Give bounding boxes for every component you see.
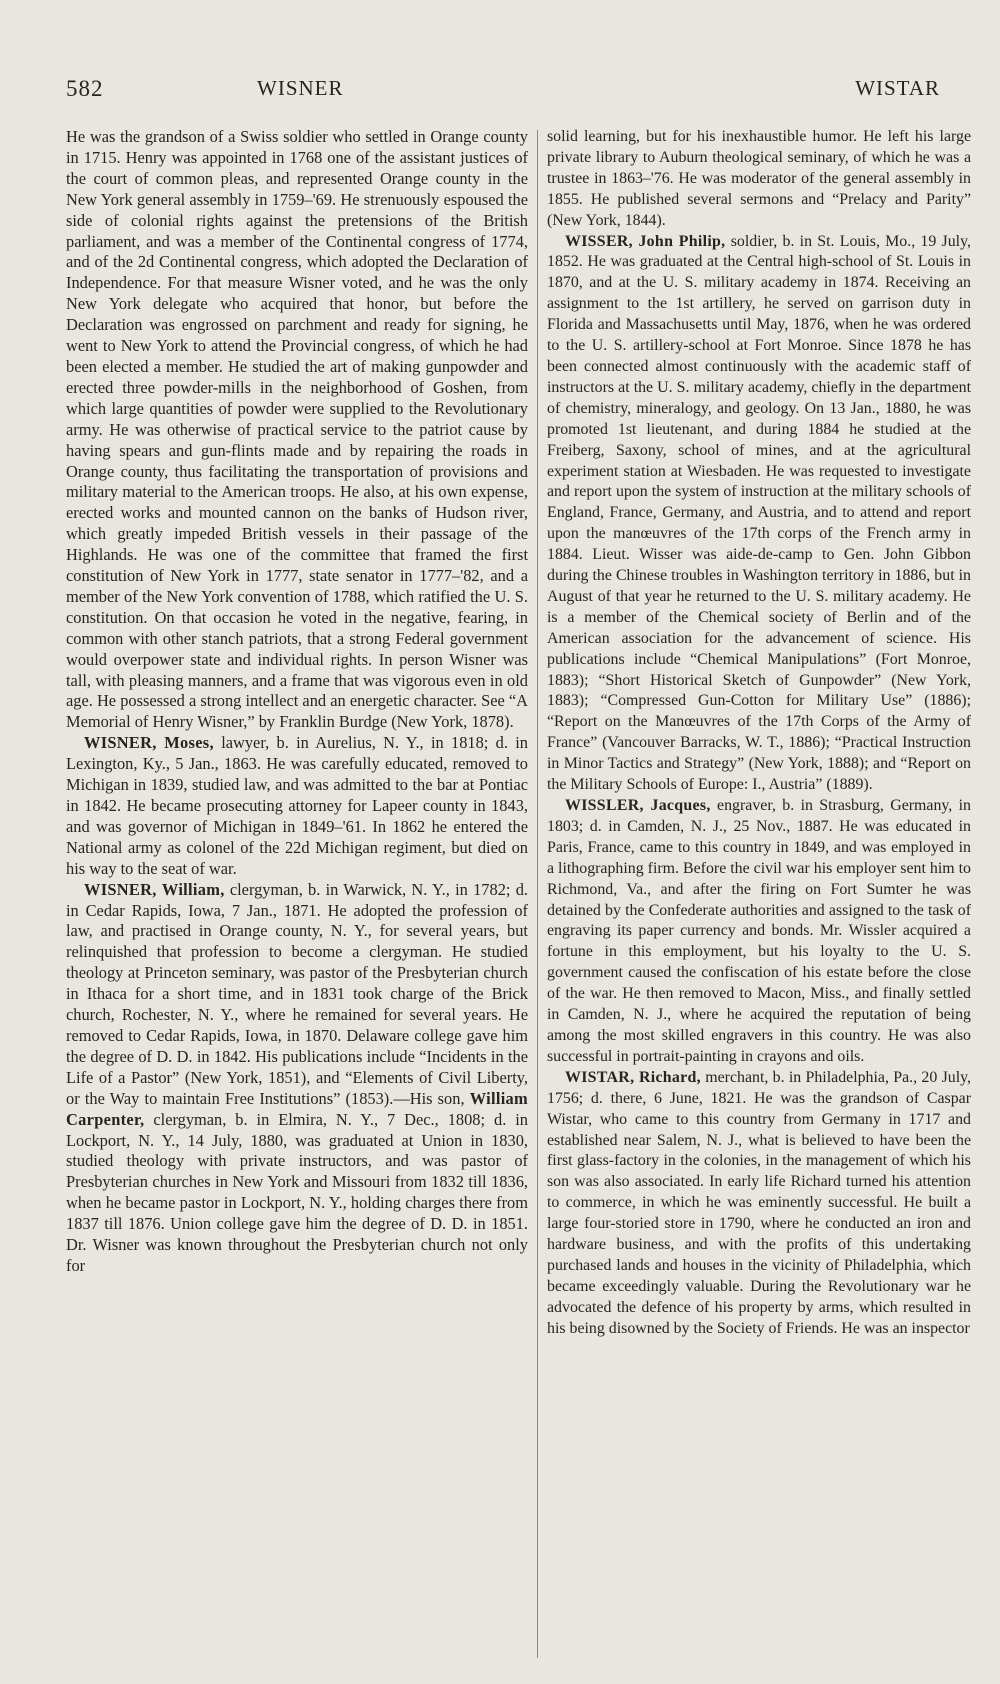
headword-john-philip-wisser: WISSER, John Philip,: [565, 232, 726, 250]
entry-body: clergyman, b. in Elmira, N. Y., 7 Dec., 1808; d. in Lockport, N. Y., 14 July, 1880, was graduated at Union in 1830, studied theology with private instructors, and was pastor of Presbyterian churches in New York and Missouri from 1832 till 1836, when he became pastor in Lockport, N. Y., holding charges there from 1837 till 1876. Union college gave him the degree of D. D. in 1851. Dr. Wisner was known throughout the Presbyterian church not only for: [66, 1109, 528, 1275]
headword-william-wisner: WISNER, William,: [84, 879, 225, 899]
headword-richard-wistar: WISTAR, Richard,: [565, 1068, 701, 1086]
entry-william-wisner: [66, 880, 528, 1277]
william-carpenter-continuation: solid learning, but for his inexhaustible humor. He left his large private library to Auburn theological seminary, of which he was a trustee in 1863–'76. He was moderator of the general assembly in 1855. He published several sermons and “Prelacy and Parity” (New York, 1844).: [547, 128, 971, 229]
entry-body: soldier, b. in St. Louis, Mo., 19 July, 1852. He was graduated at the Central high-school of St. Louis in 1870, and at the U. S. military academy in 1874. Receiving an assignment to the 1st artillery, he served on garrison duty in Florida and Massachusetts until May, 1876, when he was ordered to the U. S. artillery-school at Fort Monroe. Since 1878 he has been connected almost continuously with the academic staff of instructors at the U. S. military academy, chiefly in the department of chemistry, mineralogy, and geology. On 13 Jan., 1880, he was promoted 1st lieutenant, and during 1884 he studied at the Freiberg, Saxony, school of mines, and at the agricultural experiment station at Wiesbaden. He was requested to investigate and report upon the system of instruction at the military schools of England, France, Germany, and Austria, and to attend and report upon the manœuvres of the 17th corps of the French army in 1884. Lieut. Wisser was aide-de-camp to Gen. John Gibbon during the Chinese troubles in Washington territory in 1886, but in August of that year he returned to the U. S. military academy. He is a member of the Chemical society of Berlin and of the American association for the advancement of science. His publications include “Chemical Manipulations” (Fort Monroe, 1883); “Short Historical Sketch of Gunpowder” (New York, 1883); “Compressed Gun-Cotton for Military Use” (1886); “Report on the Manœuvres of the 17th Corps of the Army of France” (Vancouver Barracks, W. T., 1886); “Practical Instruction in Minor Tactics and Strategy” (New York, 1888); and “Report on the Military Schools of Europe: I., Austria” (1889).: [547, 232, 971, 794]
headword-moses-wisner: WISNER, Moses,: [84, 733, 214, 753]
entry-john-philip-wisser: [547, 232, 971, 796]
entry-body: clergyman, b. in Warwick, N. Y., in 1782; d. in Cedar Rapids, Iowa, 7 Jan., 1871. He adopted the profession of law, and practised in Orange county, N. Y., for several years, but relinquished that profession to become a clergyman. He studied theology at Princeton seminary, was pastor of the Presbyterian church in Ithaca for a short time, and in 1831 took charge of the Brick church, Rochester, N. Y., where he remained for several years. He removed to Cedar Rapids, Iowa, in 1870. Delaware college gave him the degree of D. D. in 1842. His publications include “Incidents in the Life of a Pastor” (New York, 1851), and “Elements of Civil Liberty, or the Way to maintain Free Institutions” (1853).—His son,: [66, 879, 528, 1108]
entry-richard-wistar: [547, 1068, 971, 1340]
entry-moses-wisner: [66, 733, 528, 879]
entry-body: merchant, b. in Philadelphia, Pa., 20 July, 1756; d. there, 6 June, 1821. He was the grandson of Caspar Wistar, who came to this country from Germany in 1717 and established near Salem, N. J., what is believed to have been the first glass-factory in the colonies, in the management of which his son was also associated. In early life Richard turned his attention to commerce, in which he was eminently successful. He built a large four-storied store in 1790, where he conducted an iron and hardware business, and with the profits of this undertaking purchased lands and houses in the vicinity of Philadelphia, which became exceedingly valuable. During the Revolutionary war he advocated the defence of his property by arms, which resulted in his being disowned by the Society of Friends. He was an inspector: [547, 1068, 971, 1337]
headword-jacques-wissler: WISSLER, Jacques,: [565, 797, 711, 814]
right-column: [547, 127, 971, 1657]
entry-body: lawyer, b. in Aurelius, N. Y., in 1818; d. in Lexington, Ky., 5 Jan., 1863. He was carefully educated, removed to Michigan in 1839, studied law, and was admitted to the bar at Pontiac in 1842. He became prosecuting attorney for Lapeer county in 1843, and was governor of Michigan in 1849–'61. In 1862 he entered the National army as colonel of the 22d Michigan regiment, but died on his way to the seat of war.: [66, 733, 528, 878]
running-header: [66, 76, 940, 110]
left-running-head: WISNER: [257, 76, 344, 100]
headword-william-carpenter: William Carpenter,: [66, 1088, 528, 1129]
henry-wisner-continuation: He was the grandson of a Swiss soldier who settled in Orange county in 1715. Henry was appointed in 1768 one of the assistant justices of the court of common pleas, and represented Orange county in the New York general assembly in 1759–'69. He strenuously espoused the side of colonial rights against the pretensions of the British parliament, and was a member of the Continental congress of 1774, and of the 2d Continental congress, which adopted the Declaration of Independence. For that measure Wisner voted, and he was the only New York delegate who acquired that honor, but before the Declaration was engrossed on parchment and ready for signing, he went to New York to attend the Provincial congress, of which he had been elected a member. He studied the art of making gunpowder and erected three powder-mills in the neighborhood of Goshen, from which large quantities of powder were supplied to the Revolutionary army. He was otherwise of practical service to the patriot cause by having spears and gun-flints made and by repairing the roads in Orange county, thus facilitating the transportation of provisions and military material to the American troops. He also, at his own expense, erected works and mounted cannon on the banks of Hudson river, which greatly impeded British vessels in their passage of the Highlands. He was one of the committee that framed the first constitution of New York in 1777, state senator in 1777–'82, and a member of the New York convention of 1788, which ratified the U. S. constitution. On that occasion he voted in the negative, fearing, in common with other stanch patriots, that a strong Federal government would overpower state and individual rights. In person Wisner was tall, with pleasing manners, and a frame that was vigorous even in old age. He possessed a strong intellect and an energetic character. See “A Memorial of Henry Wisner,” by Franklin Burdge (New York, 1878).: [66, 127, 528, 732]
left-column: [66, 127, 528, 1657]
page-number: 582: [66, 76, 104, 101]
right-running-head: WISTAR: [855, 76, 940, 100]
entry-jacques-wissler: [547, 796, 971, 1068]
entry-body: engraver, b. in Strasburg, Germany, in 1803; d. in Camden, N. J., 25 Nov., 1887. He was educated in Paris, France, came to this country in 1849, and was employed in a lithographing firm. Before the civil war his employer sent him to Richmond, Va., and after the firing on Fort Sumter he was detained by the Confederate authorities and assigned to the task of engraving its paper currency and bonds. Mr. Wissler acquired a fortune in this employment, but his loyalty to the U. S. government caused the confiscation of his estate before the close of the war. He then removed to Macon, Miss., and finally settled in Camden, N. J., where he acquired the reputation of being among the most skilled engravers in this country. He was also successful in portrait-painting in crayons and oils.: [547, 797, 971, 1065]
column-divider: [537, 130, 538, 1658]
